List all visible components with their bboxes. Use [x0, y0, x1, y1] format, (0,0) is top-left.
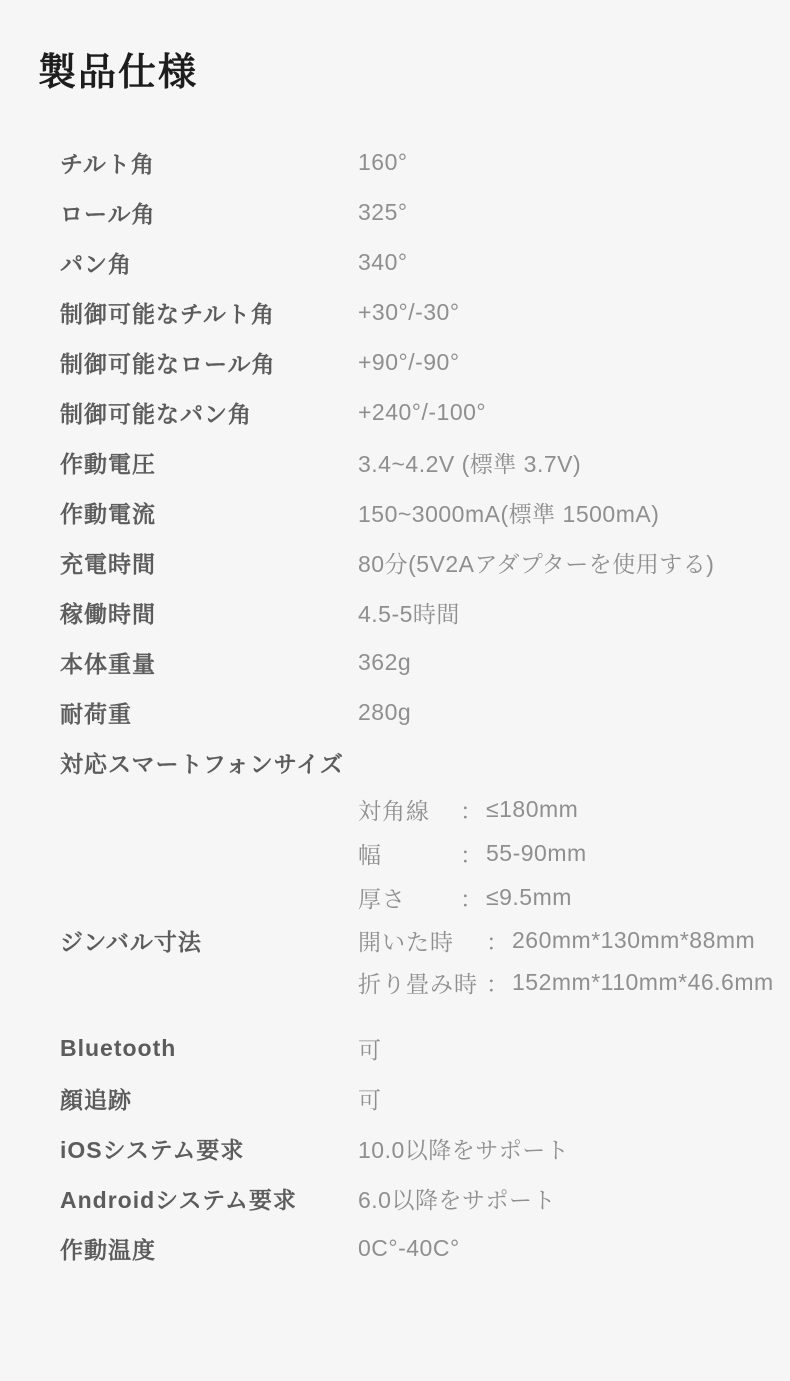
spec-value: +30°/-30°	[358, 299, 460, 326]
spec-row-roll-angle	[60, 188, 790, 238]
spec-label: 対応スマートフォンサイズ	[60, 751, 344, 778]
spec-row-controllable-roll	[60, 338, 790, 388]
spec-row-phone-size-header	[60, 738, 790, 788]
spec-value: 4.5-5時間	[358, 601, 460, 628]
spec-label: 耐荷重	[60, 701, 132, 728]
spec-subname: 対角線	[358, 798, 430, 825]
spec-value: ≤9.5mm	[486, 884, 572, 911]
spec-row-face-tracking	[60, 1074, 790, 1124]
spec-row-body-weight	[60, 638, 790, 688]
spec-value: 可	[358, 1087, 382, 1114]
colon-separator: ：	[460, 798, 483, 825]
spec-value: 0C°-40C°	[358, 1235, 460, 1262]
spec-label: パン角	[60, 251, 132, 278]
colon-separator: ：	[460, 842, 483, 869]
spec-value: 340°	[358, 249, 408, 276]
spec-label: 作動温度	[60, 1237, 156, 1264]
spec-row-controllable-tilt	[60, 288, 790, 338]
spec-label: 顔追跡	[60, 1087, 132, 1114]
spec-value: 80分(5V2Aアダプターを使用する)	[358, 551, 715, 578]
spec-subname: 厚さ	[358, 886, 406, 913]
spec-row-gimbal-size-folded	[60, 962, 790, 1004]
spec-subname: 幅	[358, 842, 382, 869]
spec-value: 10.0以降をサポート	[358, 1137, 570, 1164]
spec-value: ≤180mm	[486, 796, 579, 823]
spec-label: ジンバル寸法	[60, 929, 202, 956]
spec-label: 充電時間	[60, 551, 156, 578]
spec-label: 制御可能なチルト角	[60, 301, 275, 328]
spec-label: 本体重量	[60, 651, 156, 678]
spec-row-runtime	[60, 588, 790, 638]
spec-row-operating-voltage	[60, 438, 790, 488]
spec-row-bluetooth	[60, 1024, 790, 1074]
spec-row-payload	[60, 688, 790, 738]
spec-label: 作動電流	[60, 501, 156, 528]
spec-label: Bluetooth	[60, 1035, 177, 1062]
colon-separator: ：	[486, 971, 509, 998]
colon-separator: ：	[486, 929, 509, 956]
spec-label: ロール角	[60, 201, 156, 228]
page-title: 製品仕様	[38, 52, 199, 94]
spec-value: 362g	[358, 649, 412, 676]
spec-row-android-requirement	[60, 1174, 790, 1224]
spec-value: 152mm*110mm*46.6mm	[512, 969, 774, 996]
spec-value: 325°	[358, 199, 408, 226]
spec-value: 3.4~4.2V (標準 3.7V)	[358, 451, 582, 478]
spec-label: 制御可能なパン角	[60, 401, 252, 428]
spec-label: 作動電圧	[60, 451, 156, 478]
spec-label: Androidシステム要求	[60, 1187, 297, 1214]
spec-row-operating-temperature	[60, 1224, 790, 1274]
spec-row-pan-angle	[60, 238, 790, 288]
spec-value: 55-90mm	[486, 840, 587, 867]
spec-subname: 開いた時	[358, 929, 454, 956]
spec-label: 制御可能なロール角	[60, 351, 276, 378]
spec-value: +90°/-90°	[358, 349, 460, 376]
spec-label: iOSシステム要求	[60, 1137, 245, 1164]
spec-row-charging-time	[60, 538, 790, 588]
spec-subrow-width	[60, 832, 790, 876]
spec-value: 160°	[358, 149, 408, 176]
spec-label: 稼働時間	[60, 601, 156, 628]
spec-label: チルト角	[60, 151, 155, 178]
spec-value: +240°/-100°	[358, 399, 487, 426]
spec-row-controllable-pan	[60, 388, 790, 438]
spec-value: 260mm*130mm*88mm	[512, 927, 756, 954]
spec-row-operating-current	[60, 488, 790, 538]
spec-row-gimbal-size-open	[60, 920, 790, 962]
spec-value: 6.0以降をサポート	[358, 1187, 556, 1214]
spec-table	[60, 138, 790, 1274]
spec-row-tilt-angle	[60, 138, 790, 188]
spec-value: 可	[358, 1037, 382, 1064]
spec-subrow-thickness	[60, 876, 790, 920]
colon-separator: ：	[460, 886, 483, 913]
spec-value: 280g	[358, 699, 412, 726]
spec-subrow-diagonal	[60, 788, 790, 832]
spec-subname: 折り畳み時	[358, 971, 478, 998]
spec-value: 150~3000mA(標準 1500mA)	[358, 501, 660, 528]
spec-row-ios-requirement	[60, 1124, 790, 1174]
